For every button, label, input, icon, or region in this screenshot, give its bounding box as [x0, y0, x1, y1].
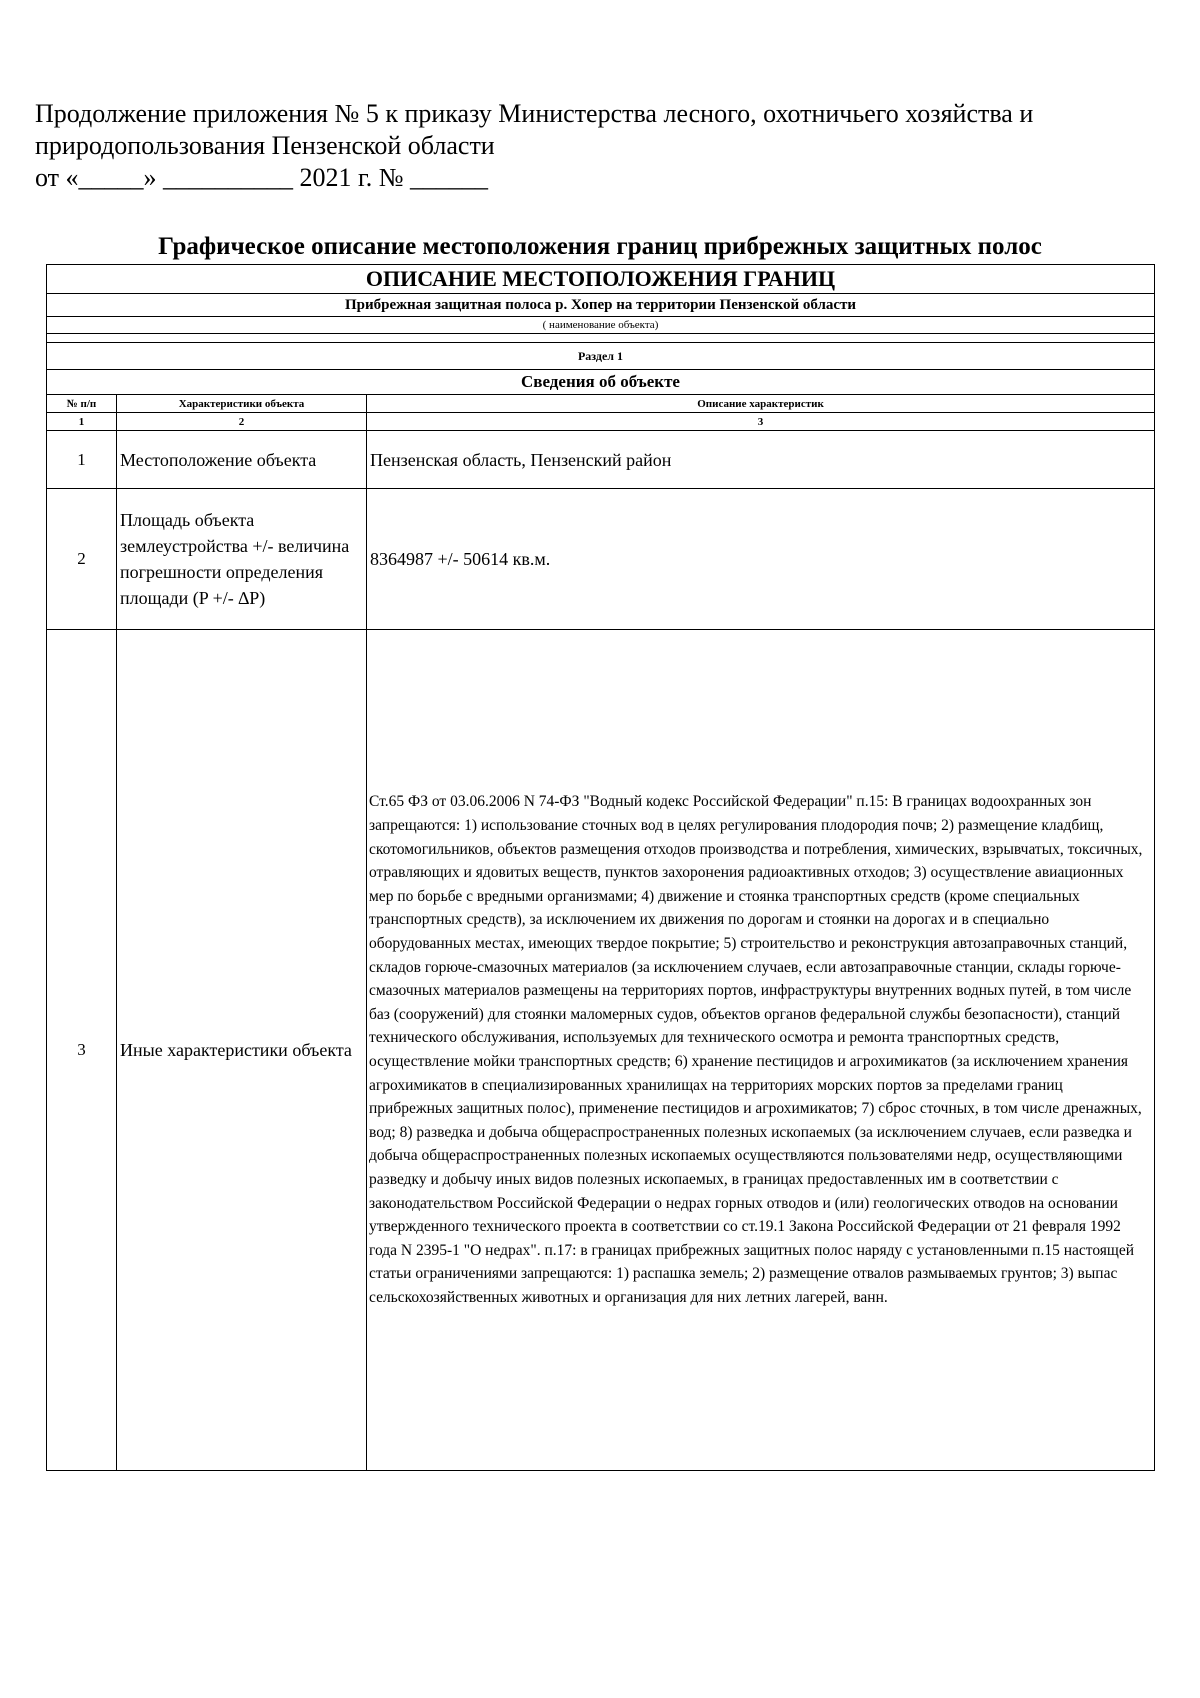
column-header-characteristic: Характеристики объекта	[117, 395, 367, 413]
info-title: Сведения об объекте	[47, 370, 1155, 395]
document-header	[35, 98, 1175, 194]
row-characteristic: Местоположение объекта	[117, 431, 367, 489]
column-number-2: 2	[117, 413, 367, 431]
empty-row	[47, 334, 1155, 343]
column-header-number: № п/п	[47, 395, 117, 413]
table-row	[47, 489, 1155, 630]
document-title: Графическое описание местоположения границ прибрежных защитных полос	[158, 233, 1042, 260]
table-row	[47, 630, 1155, 1471]
row-number: 3	[47, 630, 117, 1471]
column-number-3: 3	[367, 413, 1155, 431]
table-row	[47, 431, 1155, 489]
row-number: 1	[47, 431, 117, 489]
boundary-description-table	[46, 264, 1155, 1471]
header-line-ministry: природопользования Пензенской области	[35, 131, 495, 160]
row-characteristic: Площадь объекта землеустройства +/- величина погрешности определения площади (P +/- ∆P)	[117, 489, 367, 630]
column-header-description: Описание характеристик	[367, 395, 1155, 413]
row-description: Пензенская область, Пензенский район	[367, 431, 1155, 489]
object-name-note: ( наименование объекта)	[47, 317, 1155, 334]
section-label: Раздел 1	[47, 343, 1155, 370]
row-characteristic: Иные характеристики объекта	[117, 630, 367, 1471]
header-line-date-number: от «_____» __________ 2021 г. № ______	[35, 163, 489, 192]
object-name: Прибрежная защитная полоса р. Хопер на территории Пензенской области	[47, 294, 1155, 317]
header-line-appendix: Продолжение приложения № 5 к приказу Министерства лесного, охотничьего хозяйства и	[35, 99, 1034, 128]
row-number: 2	[47, 489, 117, 630]
table-heading: ОПИСАНИЕ МЕСТОПОЛОЖЕНИЯ ГРАНИЦ	[47, 265, 1155, 294]
row-description: 8364987 +/- 50614 кв.м.	[367, 489, 1155, 630]
column-number-1: 1	[47, 413, 117, 431]
row-description: Ст.65 ФЗ от 03.06.2006 N 74-ФЗ "Водный кодекс Российской Федерации" п.15: В границах водоохранных зон запрещаются: 1) использование сточных вод в целях регулирования плодородия почв; 2) размещение кладбищ, скотомогильников, объектов размещения отходов производства и потребления, химических, взрывчатых, токсичных, отравляющих и ядовитых веществ, пунктов захоронения радиоактивных отходов; 3) осуществление авиационных мер по борьбе с вредными организмами; 4) движение и стоянка транспортных средств (кроме специальных транспортных средств), за исключением их движения по дорогам и стоянки на дорогах и в специально оборудованных местах, имеющих твердое покрытие; 5) строительство и реконструкция автозаправочных станций, складов горюче-смазочных материалов (за исключением случаев, если автозаправочные станции, склады горюче-смазочных материалов размещены на территориях портов, инфраструктуры внутренних водных путей, в том числе баз (сооружений) для стоянки маломерных судов, объектов органов федеральной службы безопасности), станций технического обслуживания, используемых для технического осмотра и ремонта транспортных средств, осуществление мойки транспортных средств; 6) хранение пестицидов и агрохимикатов (за исключением хранения агрохимикатов в специализированных хранилищах на территориях морских портов за пределами границ прибрежных защитных полос), применение пестицидов и агрохимикатов; 7) сброс сточных, в том числе дренажных, вод; 8) разведка и добыча общераспространенных полезных ископаемых (за исключением случаев, если разведка и добыча общераспространенных полезных ископаемых осуществляются пользователями недр, осуществляющими разведку и добычу иных видов полезных ископаемых, в границах предоставленных им в соответствии с законодательством Российской Федерации о недрах горных отводов и (или) геологических отводов на основании утвержденного технического проекта в соответствии со ст.19.1 Закона Российской Федерации от 21 февраля 1992 года N 2395-1 "О недрах". п.17: в границах прибрежных защитных полос наряду с установленными п.15 настоящей статьи ограничениями запрещаются: 1) распашка земель; 2) размещение отвалов размываемых грунтов; 3) выпас сельскохозяйственных животных и организация для них летних лагерей, ванн.	[367, 630, 1155, 1471]
